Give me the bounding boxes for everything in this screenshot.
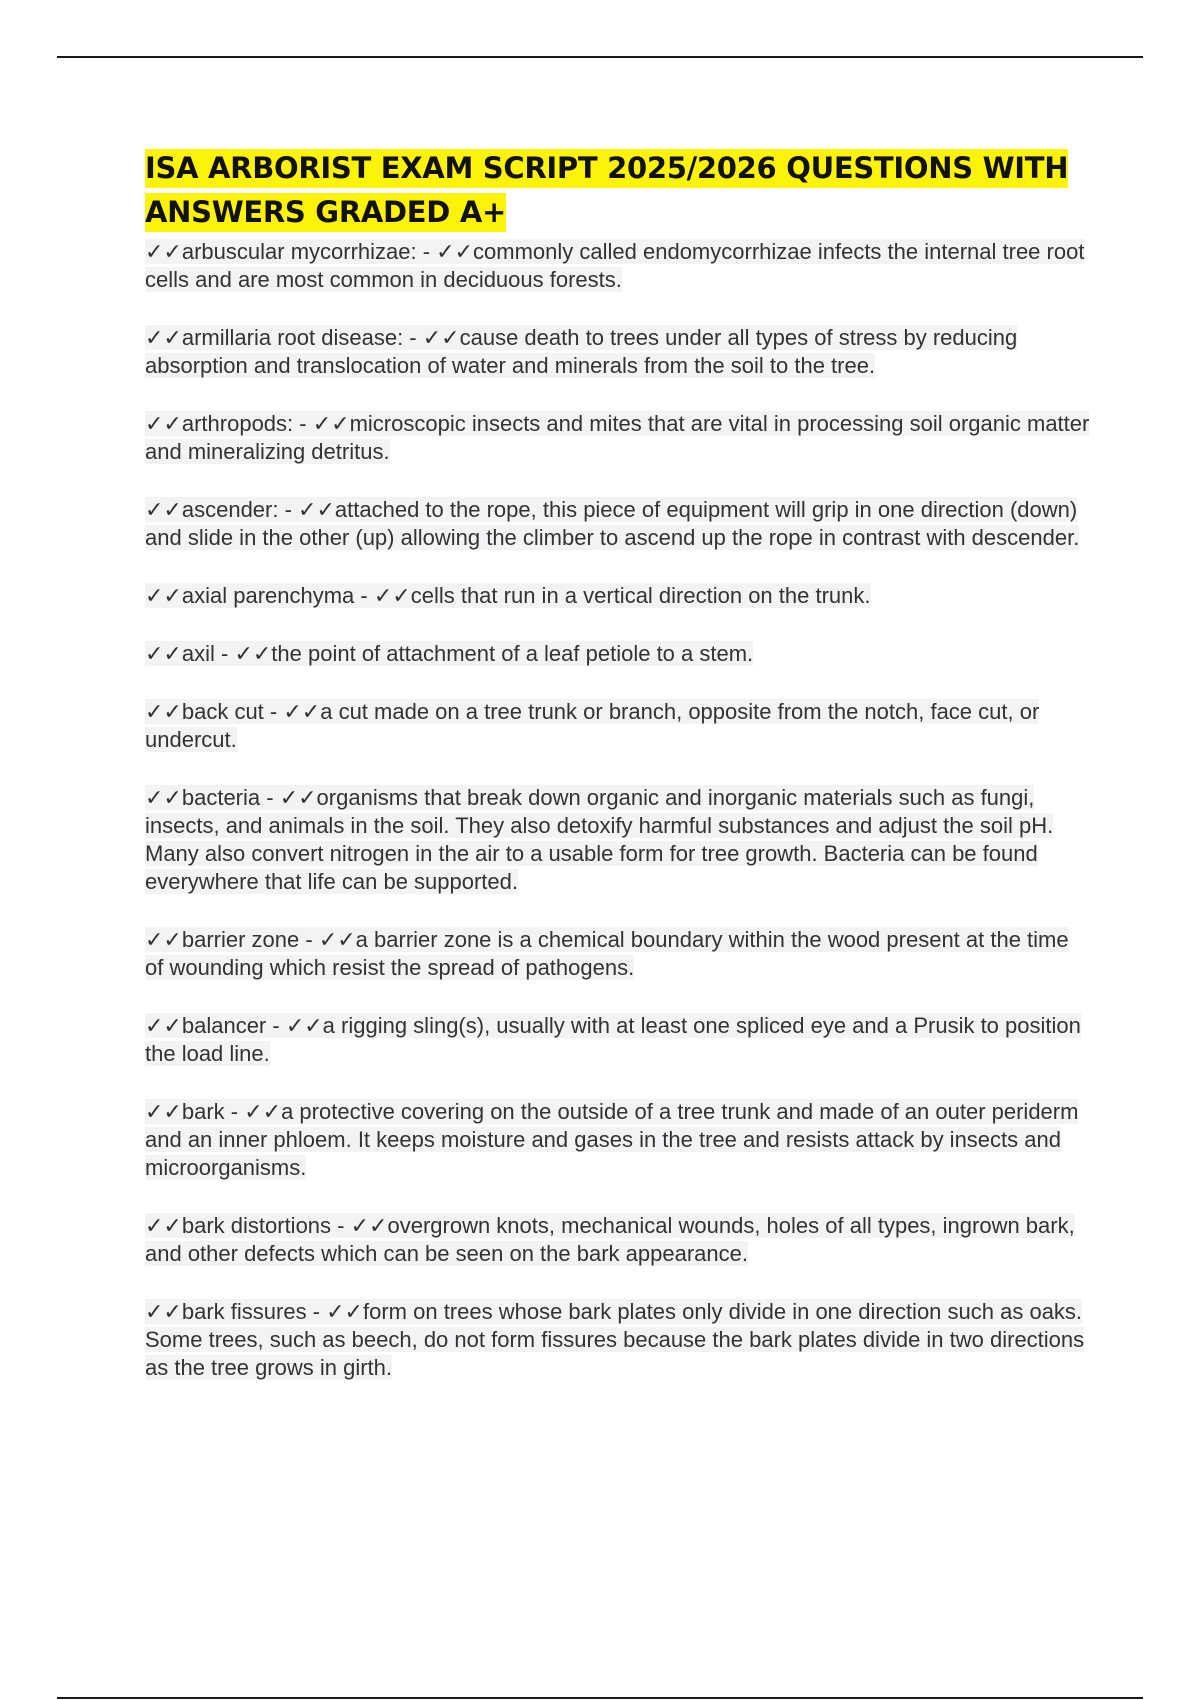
entry-definition: ✓✓a rigging sling(s), usually with at least one spliced eye and a Prusik to position the load line. (145, 1013, 1081, 1066)
top-rule (57, 56, 1143, 58)
entry-definition: ✓✓a cut made on a tree trunk or branch, opposite from the notch, face cut, or undercut. (145, 699, 1040, 752)
entry-term: ✓✓armillaria root disease: - (145, 325, 423, 350)
document-body (145, 146, 1090, 1412)
entry-definition: ✓✓cells that run in a vertical direction on the trunk. (373, 583, 871, 608)
entry-text (145, 325, 1017, 378)
entry-text (145, 411, 1089, 464)
entry-term: ✓✓axil - (145, 641, 235, 666)
glossary-entry (145, 640, 1090, 668)
glossary-entry (145, 496, 1090, 552)
entry-term: ✓✓bark distortions - (145, 1213, 351, 1238)
entry-definition: ✓✓a barrier zone is a chemical boundary within the wood present at the time of wounding which resist the spread of pathogens. (145, 927, 1069, 980)
entry-term: ✓✓balancer - (145, 1013, 286, 1038)
entry-text (145, 641, 753, 666)
glossary-entry (145, 410, 1090, 466)
document-title-text: ISA ARBORIST EXAM SCRIPT 2025/2026 QUESTIONS WITH ANSWERS GRADED A+ (145, 149, 1068, 232)
entry-definition: ✓✓cause death to trees under all types of stress by reducing absorption and translocation of water and minerals from the soil to the tree. (145, 325, 1018, 378)
glossary-entry (145, 698, 1090, 754)
entry-text (145, 1013, 1081, 1066)
entry-text (145, 1213, 1075, 1266)
entry-text (145, 785, 1053, 894)
entry-text (145, 583, 871, 608)
glossary-entry (145, 926, 1090, 982)
entry-text (145, 699, 1039, 752)
entry-term: ✓✓bark - (145, 1099, 245, 1124)
entry-text (145, 239, 1084, 292)
entry-definition: ✓✓a protective covering on the outside of a tree trunk and made of an outer periderm and an inner phloem. It keeps moisture and gases in the tree and resists attack by insects and microorganisms. (145, 1099, 1079, 1180)
entry-definition: ✓✓organisms that break down organic and inorganic materials such as fungi, insects, and animals in the soil. They also detoxify harmful substances and adjust the soil pH. Many also convert nitrogen in the air to a usable form for tree growth. Bacteria can be found everywhere that life can be supported. (145, 785, 1054, 894)
entry-term: ✓✓bark fissures - (145, 1299, 327, 1324)
bottom-rule (57, 1697, 1143, 1699)
glossary-entry (145, 784, 1090, 896)
glossary-entry (145, 1298, 1090, 1382)
entry-term: ✓✓axial parenchyma - (145, 583, 374, 608)
entry-definition: ✓✓commonly called endomycorrhizae infects the internal tree root cells and are most common in deciduous forests. (145, 239, 1085, 292)
entry-term: ✓✓ascender: - (145, 497, 299, 522)
glossary-entry (145, 1012, 1090, 1068)
entry-definition: ✓✓microscopic insects and mites that are vital in processing soil organic matter and mineralizing detritus. (145, 411, 1090, 464)
glossary-entry (145, 238, 1090, 294)
entry-definition: ✓✓attached to the rope, this piece of equipment will grip in one direction (down) and slide in the other (up) allowing the climber to ascend up the rope in contrast with descender. (145, 497, 1080, 550)
entry-term: ✓✓arbuscular mycorrhizae: - (145, 239, 437, 264)
entry-definition: ✓✓overgrown knots, mechanical wounds, holes of all types, ingrown bark, and other defects which can be seen on the bark appearance. (145, 1213, 1075, 1266)
entry-text (145, 927, 1069, 980)
glossary-list (145, 238, 1090, 1382)
glossary-entry (145, 582, 1090, 610)
entry-definition: ✓✓form on trees whose bark plates only divide in one direction such as oaks. Some trees, such as beech, do not form fissures because the bark plates divide in two directions as the tree grows in girth. (145, 1299, 1085, 1380)
entry-term: ✓✓bacteria - (145, 785, 280, 810)
entry-term: ✓✓back cut - (145, 699, 284, 724)
entry-text (145, 1299, 1084, 1380)
entry-term: ✓✓arthropods: - (145, 411, 313, 436)
glossary-entry (145, 1098, 1090, 1182)
entry-text (145, 1099, 1078, 1180)
glossary-entry (145, 324, 1090, 380)
document-title (145, 146, 1090, 234)
entry-text (145, 497, 1079, 550)
glossary-entry (145, 1212, 1090, 1268)
entry-term: ✓✓barrier zone - (145, 927, 319, 952)
entry-definition: ✓✓the point of attachment of a leaf petiole to a stem. (234, 641, 754, 666)
